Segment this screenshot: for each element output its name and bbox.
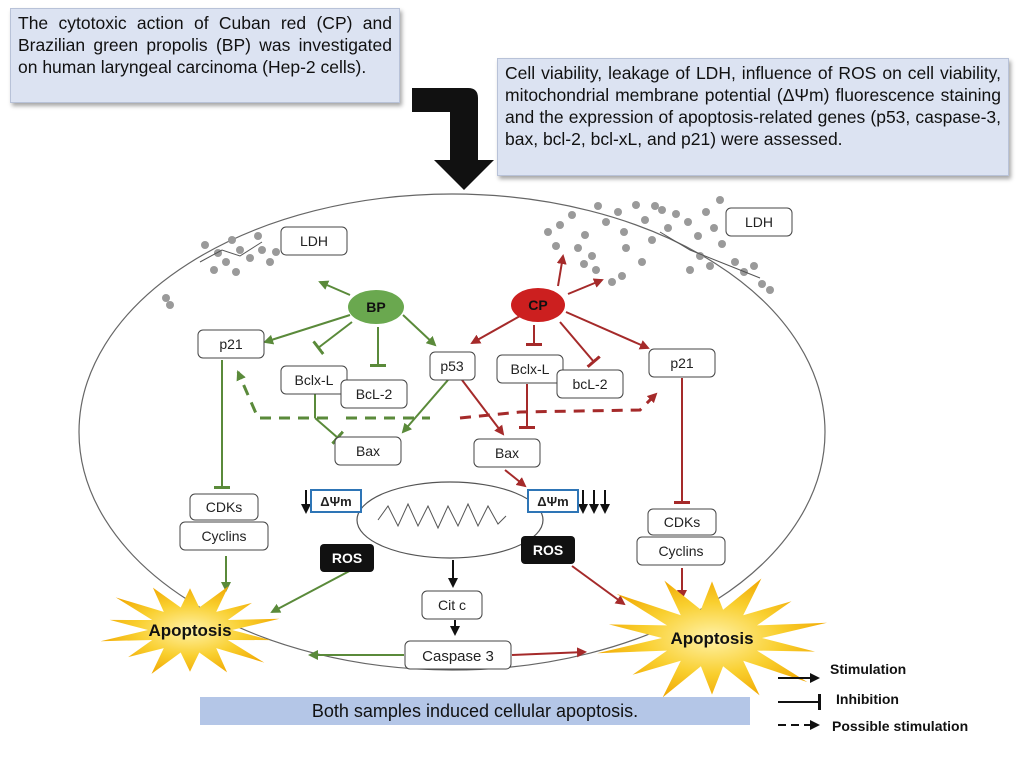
ldh-dot [620, 228, 628, 236]
ldh-dot [608, 278, 616, 286]
p21-left-label: p21 [219, 336, 243, 352]
p53-label: p53 [440, 358, 464, 374]
ldh-dot [622, 244, 630, 252]
ldh-dot [594, 202, 602, 210]
ldh-dot [232, 268, 240, 276]
ldh-dot [766, 286, 774, 294]
cyclins-left-box [180, 522, 268, 550]
caspase3-label: Caspase 3 [422, 648, 494, 665]
apoptosis-right-star [597, 579, 827, 698]
ldh-dot [588, 252, 596, 260]
legend-possible-stimulation-label: Possible stimulation [832, 718, 969, 734]
ldh-dot [210, 266, 218, 274]
ros-right-box [521, 536, 575, 564]
ldh-leak-dots-left [162, 232, 280, 309]
cdks-right-label: CDKs [663, 514, 701, 530]
ldh-left-box [281, 227, 347, 255]
ldh-dot [651, 202, 659, 210]
ldh-dot [638, 258, 646, 266]
caspase3-box [405, 641, 511, 669]
ldh-dot [758, 280, 766, 288]
ldh-dot [718, 240, 726, 248]
conclusion-banner [200, 697, 750, 725]
flow-bent-arrow [412, 88, 494, 190]
apoptosis-left-label: Apoptosis [148, 621, 232, 640]
p21-right-box [649, 349, 715, 377]
ldh-dot [641, 216, 649, 224]
delta-psi-left-label: ΔΨm [320, 494, 352, 509]
ldh-right-label: LDH [744, 214, 774, 230]
delta-psi-left-box [311, 490, 361, 512]
ldh-dot [166, 301, 174, 309]
ldh-dot [672, 210, 680, 218]
bclxl-right-box [497, 355, 563, 383]
cyclins-left-label: Cyclins [201, 528, 247, 544]
apoptosis-right-label: Apoptosis [670, 629, 754, 648]
ldh-dot [602, 218, 610, 226]
cdks-right-box [648, 509, 716, 535]
ros-left-label: ROS [331, 550, 363, 566]
bclxl-left-box [281, 366, 347, 394]
ldh-dot [258, 246, 266, 254]
conclusion-text: Both samples induced cellular apoptosis. [311, 701, 639, 721]
intro-text: The cytotoxic action of Cuban red (CP) and Brazilian green propolis (BP) was investigated on human laryngeal carcinoma (Hep-2 cells). [18, 13, 392, 77]
bcl2-right-label: bcL-2 [572, 376, 608, 392]
ldh-dot [574, 244, 582, 252]
mitochondrion [357, 482, 543, 558]
ldh-dot [658, 206, 666, 214]
ldh-dot [580, 260, 588, 268]
ldh-dot [710, 224, 718, 232]
apoptosis-left-star [101, 586, 280, 674]
bax-left-label: Bax [355, 443, 381, 459]
ldh-dot [618, 272, 626, 280]
cp-node [511, 288, 565, 322]
ldh-dot [568, 211, 576, 219]
ldh-dot [581, 231, 589, 239]
ros-left-box [320, 544, 374, 572]
ldh-dot [246, 254, 254, 262]
cyclins-right-box [637, 537, 725, 565]
ldh-left-label: LDH [299, 233, 329, 249]
bax-right-box [474, 439, 540, 467]
assays-text: Cell viability, leakage of LDH, influence of ROS on cell viability, mitochondrial membrane potential (ΔΨm) fluorescence staining and the expression of apoptosis-related genes (p53, caspase-3, bax, bcl-2, bcl-xL, and p21) were assessed. [505, 63, 1001, 149]
cyclins-right-label: Cyclins [658, 543, 704, 559]
ldh-dot [556, 221, 564, 229]
bcl2-left-label: BcL-2 [355, 386, 393, 402]
bax-left-box [335, 437, 401, 465]
p53-box [430, 352, 475, 380]
bcl2-right-box [557, 370, 623, 398]
ldh-dot [750, 262, 758, 270]
ldh-dot [266, 258, 274, 266]
ldh-dot [222, 258, 230, 266]
ldh-dot [236, 246, 244, 254]
ldh-dot [706, 262, 714, 270]
ldh-dot [544, 228, 552, 236]
ros-right-label: ROS [532, 542, 564, 558]
bp-label: BP [366, 299, 386, 315]
bclxl-left-label: Bclx-L [294, 372, 334, 388]
ldh-dot [648, 236, 656, 244]
p21-left-box [198, 330, 264, 358]
legend-inhibition-label: Inhibition [836, 691, 899, 707]
cp-label: CP [528, 297, 548, 313]
legend-stimulation-label: Stimulation [830, 661, 907, 677]
bclxl-right-label: Bclx-L [510, 361, 550, 377]
ldh-dot [201, 241, 209, 249]
bcl2-left-box [341, 380, 407, 408]
legend-possible-stimulation [778, 718, 968, 734]
ldh-dot [686, 266, 694, 274]
ldh-dot [228, 236, 236, 244]
ldh-dot [614, 208, 622, 216]
ldh-right-box [726, 208, 792, 236]
bax-right-label: Bax [494, 445, 520, 461]
ldh-dot [716, 196, 724, 204]
delta-psi-right-box [528, 490, 578, 512]
ldh-dot [702, 208, 710, 216]
cdks-left-label: CDKs [205, 499, 243, 515]
ldh-dot [272, 248, 280, 256]
legend-inhibition [778, 691, 899, 707]
cdks-left-box [190, 494, 258, 520]
ldh-dot [664, 224, 672, 232]
ldh-dot [632, 201, 640, 209]
p21-right-label: p21 [670, 355, 694, 371]
citc-label: Cit c [438, 597, 466, 613]
ldh-dot [731, 258, 739, 266]
legend [778, 661, 968, 734]
legend-stimulation [778, 661, 906, 678]
ldh-dot [592, 266, 600, 274]
citc-box [422, 591, 482, 619]
delta-psi-right-label: ΔΨm [537, 494, 569, 509]
bp-node [348, 290, 404, 324]
ldh-dot [684, 218, 692, 226]
ldh-dot [254, 232, 262, 240]
ldh-dot [162, 294, 170, 302]
ldh-dot [552, 242, 560, 250]
ldh-dot [694, 232, 702, 240]
